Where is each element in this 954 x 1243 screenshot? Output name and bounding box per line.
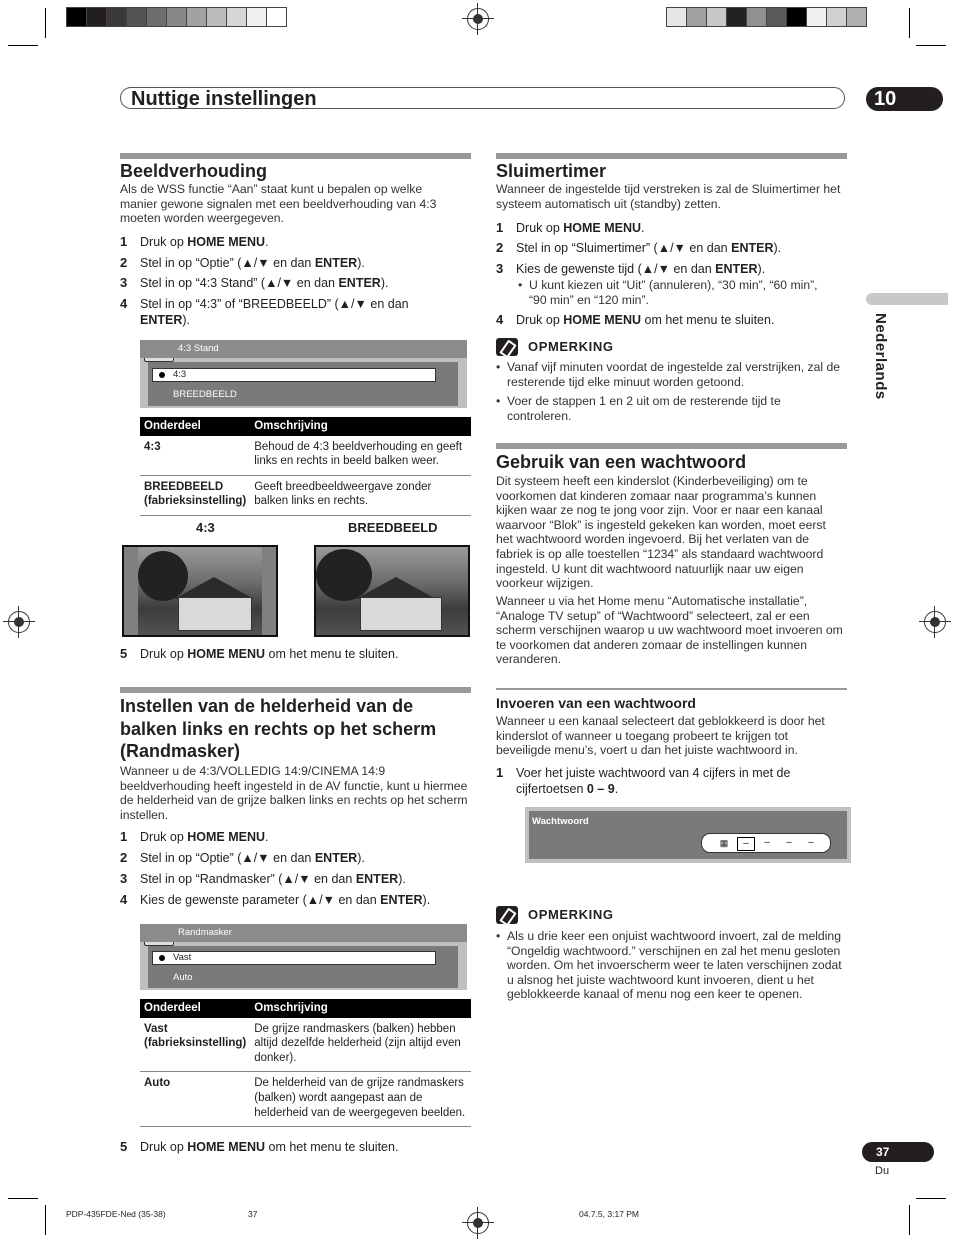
page-number: 37	[862, 1142, 934, 1162]
color-swatch	[787, 8, 807, 26]
color-swatch	[227, 8, 247, 26]
password-digit[interactable]: –	[781, 837, 797, 849]
step-3: 3 Kies de gewenste tijd (▲/▼ en dan ENTER).	[496, 261, 766, 276]
crop-mark	[8, 1198, 38, 1199]
password-digit[interactable]: –	[737, 837, 755, 851]
section-paragraph: Dit systeem heeft een kinderslot (Kinderbeveiliging) om te voorkomen dat kinderen zomaar naar programma’s kunnen kijken waar ze nog te jong voor zijn. Voor er naar een kanaal waarvoor “Blok” is ingesteld gekeken kan worden, moet eerst het wachtwoord worden ingevoerd. Bij het verlaten van de fabriek is op alle toestellen “1234” als standaard wachtwoord ingesteld. U kunt dit wachtwoord natuurlijk naar uw eigen voorkeur wijzigen.	[496, 474, 826, 591]
crop-mark	[909, 8, 910, 38]
table-row: 4:3 Behoud de 4:3 beeldverhouding en geeft links en rechts in beeld balken weer.	[140, 436, 471, 476]
osd-title: Randmasker	[140, 924, 467, 942]
color-swatch	[807, 8, 827, 26]
color-swatch	[167, 8, 187, 26]
color-swatch	[667, 8, 687, 26]
subsection-rule	[496, 688, 847, 690]
subsection-intro: Wanneer u een kanaal selecteert dat geblokkeerd is door het kinderslot of wanneer u toegang probeert te krijgen tot beveiligde menu’s, voert u dan het juiste wachtwoord in.	[496, 714, 825, 758]
table-row: Auto De helderheid van de grijze randmaskers (balken) wordt aangepast aan de helderheid van de weergegeven beelden.	[140, 1072, 471, 1127]
section-rule	[120, 687, 471, 693]
image-label-breedbeeld: BREEDBEELD	[348, 520, 438, 535]
step-1: 1 Druk op HOME MENU.	[120, 829, 269, 844]
osd-43-stand	[140, 340, 467, 408]
color-swatch	[847, 8, 866, 26]
color-swatch	[267, 8, 286, 26]
chapter-title: Nuttige instellingen	[120, 87, 845, 109]
color-swatch	[67, 8, 87, 26]
language-tab	[866, 293, 948, 305]
color-swatch	[107, 8, 127, 26]
step-2: 2 Stel in op “Sluimertimer” (▲/▼ en dan ENTER).	[496, 240, 782, 255]
step-4: 4 Stel in op “4:3” of “BREEDBEELD” (▲/▼ en dan ENTER).	[120, 296, 409, 327]
note-label: OPMERKING	[528, 907, 614, 922]
color-swatch	[127, 8, 147, 26]
section-intro: Als de WSS functie “Aan” staat kunt u bepalen op welke manier gewone signalen met een beeldverhouding van 4:3 moeten worden weergegeven.	[120, 182, 437, 226]
section-title-beeldverhouding: Beeldverhouding	[120, 161, 268, 181]
registration-mark-left	[8, 611, 30, 633]
section-rule	[120, 153, 471, 159]
section-intro: Wanneer de ingestelde tijd verstreken is zal de Sluimertimer het systeem automatisch uit (standby) zetten.	[496, 182, 841, 211]
gray-scale-bar-right	[666, 7, 867, 27]
note-bullet: • Als u drie keer een onjuist wachtwoord invoert, zal de melding “Ongeldig wachtwoord.” verschijnen en zal het menu gesloten worden. Om het invoerscherm weer te laten verschijnen zodat u alsnog het juiste wachtwoord kunt invoeren, dient u het geblokkeerde kanaal of menu nog een keer te openen.	[496, 929, 846, 1002]
house-photo-43	[122, 545, 278, 637]
step-1: 1 Druk op HOME MENU.	[120, 234, 269, 249]
table-row: BREEDBEELD (fabrieksinstelling) Geeft breedbeeldweergave zonder balken links en rechts.	[140, 475, 471, 515]
color-swatch	[247, 8, 267, 26]
footer-file: PDP-435FDE-Ned (35-38)	[66, 1209, 166, 1219]
password-dialog	[525, 807, 851, 863]
section-rule	[496, 153, 847, 159]
step-4: 4 Kies de gewenste parameter (▲/▼ en dan ENTER).	[120, 892, 431, 907]
password-dialog-title: Wachtwoord	[532, 816, 589, 827]
crop-mark	[909, 1205, 910, 1235]
subsection-title: Invoeren van een wachtwoord	[496, 695, 696, 711]
registration-mark-top	[467, 8, 489, 30]
color-swatch	[187, 8, 207, 26]
password-input[interactable]	[701, 833, 831, 853]
note-icon	[496, 338, 518, 356]
password-digit[interactable]: –	[759, 837, 775, 849]
footer-timestamp: 04.7.5, 3:17 PM	[579, 1209, 640, 1219]
step-1: 1 Voer het juiste wachtwoord van 4 cijfers in met de cijfertoetsen 0 – 9.	[496, 765, 791, 796]
color-swatch	[707, 8, 727, 26]
osd-title: 4:3 Stand	[140, 340, 467, 358]
step-1: 1 Druk op HOME MENU.	[496, 220, 645, 235]
note-icon	[496, 906, 518, 924]
language-label: Nederlands	[872, 313, 889, 400]
color-swatch	[727, 8, 747, 26]
keypad-icon: ▦	[716, 837, 732, 849]
color-swatch	[767, 8, 787, 26]
section-title-sluimertimer: Sluimertimer	[496, 161, 607, 181]
step-2: 2 Stel in op “Optie” (▲/▼ en dan ENTER).	[120, 850, 365, 865]
step-5: 5 Druk op HOME MENU om het menu te sluiten.	[120, 646, 399, 661]
color-swatch	[207, 8, 227, 26]
note-label: OPMERKING	[528, 339, 614, 354]
note-bullet: • Voer de stappen 1 en 2 uit om de resterende tijd te controleren.	[496, 394, 816, 423]
color-swatch	[687, 8, 707, 26]
note-bullet: • Vanaf vijf minuten voordat de ingestelde zal verstrijken, zal de resterende tijd elke minuut worden getoond.	[496, 360, 841, 389]
section-paragraph: Wanneer u via het Home menu “Automatische installatie”, “Analoge TV setup” of “Wachtwoord” selecteert, zal er een scherm verschijnen waarop u uw wachtwoord moet invoeren om te voorkomen dat anderen zomaar de instellingen kunnen veranderen.	[496, 594, 843, 667]
section-rule	[496, 443, 847, 449]
step-5: 5 Druk op HOME MENU om het menu te sluiten.	[120, 1139, 399, 1154]
sub-bullet: • U kunt kiezen uit “Uit” (annuleren), “30 min”, “60 min”, “90 min” en “120 min”.	[518, 278, 823, 307]
color-swatch	[87, 8, 107, 26]
crop-mark	[45, 8, 46, 38]
crop-mark	[916, 45, 946, 46]
osd-option-selected[interactable]: Vast	[152, 951, 436, 965]
registration-mark-bottom	[467, 1212, 489, 1234]
step-3: 3 Stel in op “Randmasker” (▲/▼ en dan ENTER).	[120, 871, 406, 886]
step-3: 3 Stel in op “4:3 Stand” (▲/▼ en dan ENTER).	[120, 275, 389, 290]
password-digit[interactable]: –	[803, 837, 819, 849]
osd-randmasker	[140, 924, 467, 990]
table-row: Vast (fabrieksinstelling) De grijze randmaskers (balken) hebben altijd dezelfde helderheid (zijn altijd even donker).	[140, 1018, 471, 1072]
osd-option[interactable]: Auto	[173, 972, 193, 983]
section-title-randmasker: Instellen van de helderheid van de balken links en rechts op het scherm (Randmasker)	[120, 696, 437, 761]
gray-scale-bar-left	[66, 7, 287, 27]
osd-option[interactable]: BREEDBEELD	[173, 389, 237, 400]
page-language: Du	[875, 1165, 890, 1177]
osd-option-selected[interactable]: 4:3	[152, 368, 436, 382]
step-4: 4 Druk op HOME MENU om het menu te sluiten.	[496, 312, 775, 327]
section-intro: Wanneer u de 4:3/VOLLEDIG 14:9/CINEMA 14:9 beeldverhouding heeft ingesteld in de AV functie, kunt u hiermee de helderheid van de grijze balken links en rechts op het scherm instellen.	[120, 764, 468, 822]
section-title-wachtwoord: Gebruik van een wachtwoord	[496, 452, 747, 472]
crop-mark	[8, 45, 38, 46]
footer-page-ref: 37	[248, 1209, 258, 1219]
registration-mark-right	[924, 611, 946, 633]
color-swatch	[747, 8, 767, 26]
color-swatch	[827, 8, 847, 26]
option-table-randmasker: Onderdeel Omschrijving Vast (fabrieksinstelling) De grijze randmaskers (balken) hebben altijd dezelfde helderheid (zijn altijd even donker). Auto De helderheid van de grijze randmaskers (balken) wordt aangepast aan de helderheid van de weergegeven beelden.	[140, 999, 471, 1127]
image-label-43: 4:3	[196, 520, 215, 535]
house-photo-breedbeeld	[314, 545, 470, 637]
color-swatch	[147, 8, 167, 26]
chapter-number: 10	[866, 87, 943, 111]
crop-mark	[45, 1205, 46, 1235]
step-2: 2 Stel in op “Optie” (▲/▼ en dan ENTER).	[120, 255, 365, 270]
crop-mark	[916, 1198, 946, 1199]
option-table-43: Onderdeel Omschrijving 4:3 Behoud de 4:3 beeldverhouding en geeft links en rechts in beeld balken weer. BREEDBEELD (fabrieksinstelling) Geeft breedbeeldweergave zonder balken links en rechts.	[140, 417, 471, 516]
